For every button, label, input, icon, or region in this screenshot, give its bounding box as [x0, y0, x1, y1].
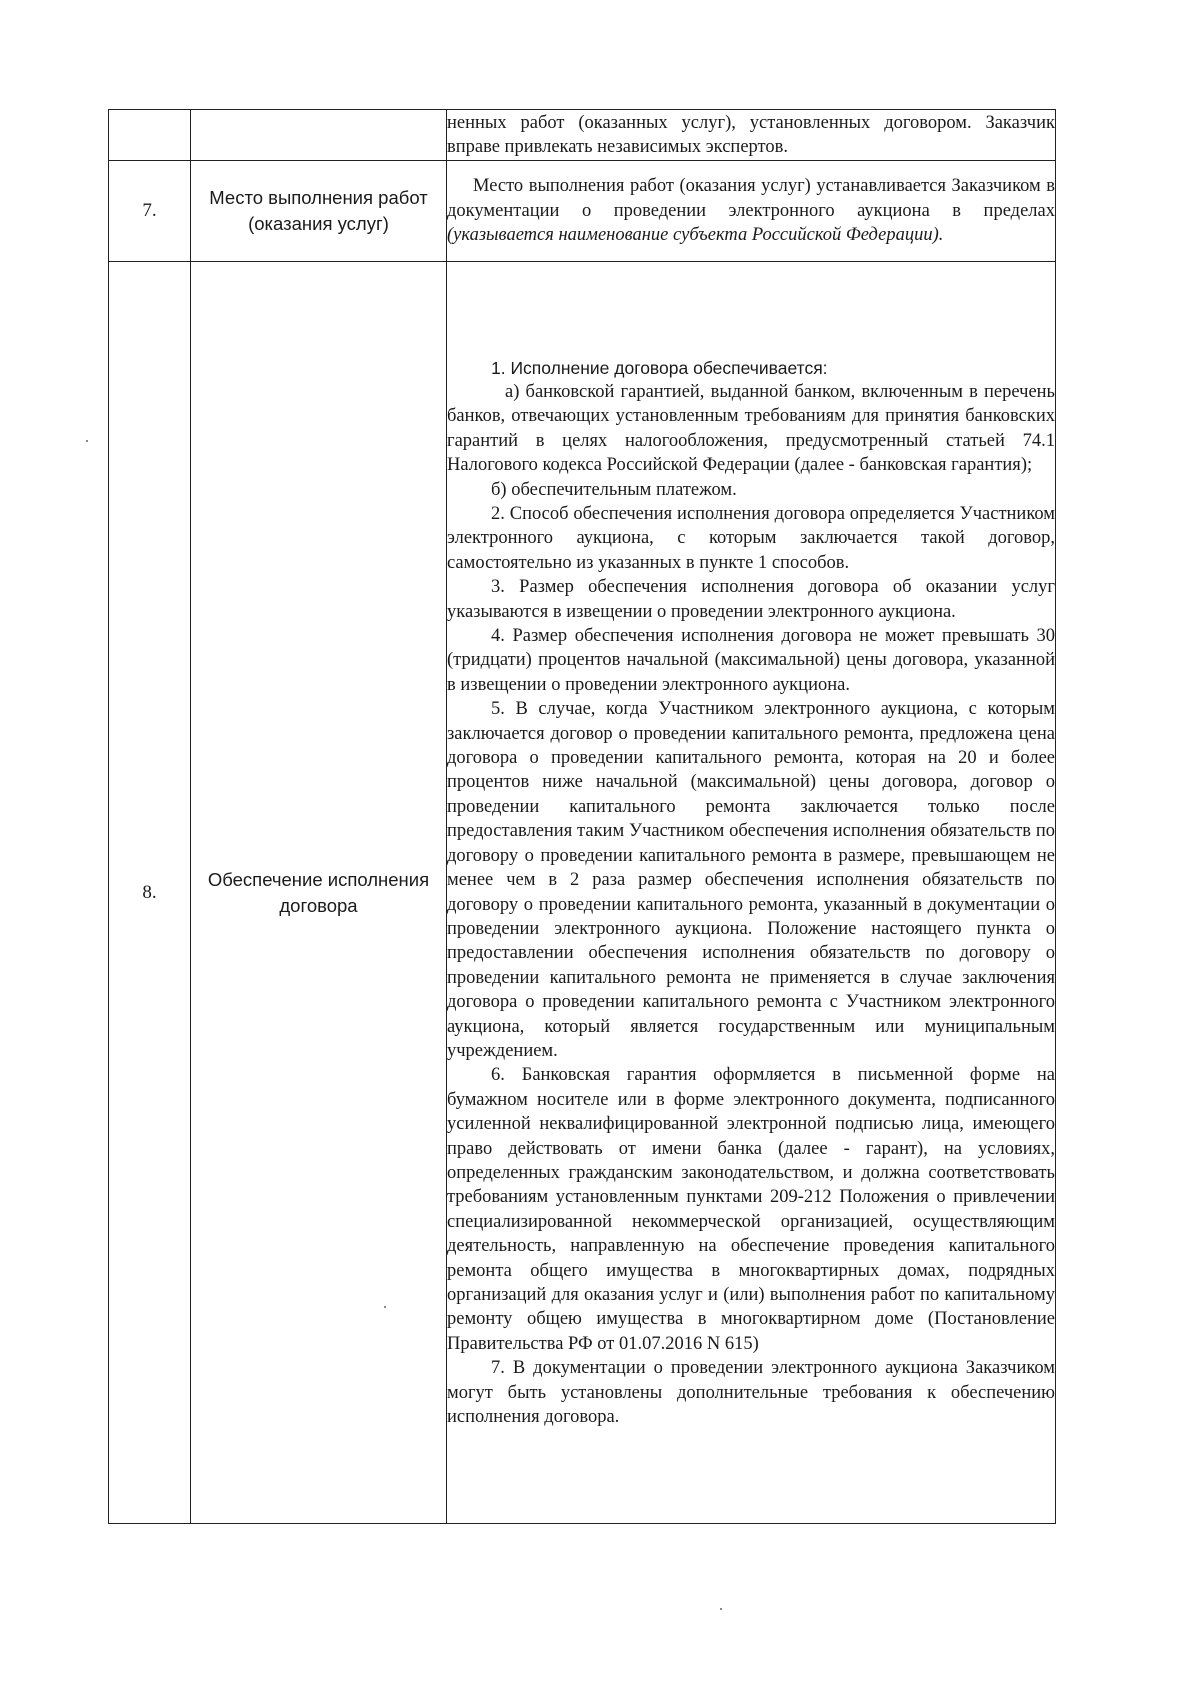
- description-text: Место выполнения работ (оказания услуг) устанавливается Заказчиком в документации о проведении электронного аукциона в пределах: [447, 176, 1055, 221]
- table-row: [109, 161, 1056, 262]
- requirements-table: [108, 109, 1056, 1524]
- row-number: 8.: [109, 262, 191, 1524]
- description-paragraph: [447, 174, 1055, 247]
- scan-speck: [86, 440, 88, 442]
- clause-6: 6. Банковская гарантия оформляется в письменной форме на бумажном носителе или в форме электронного документа, подписанного усиленной неквалифицированной электронной подписью лица, имеющего право действовать от имени банка (далее - гарант), на условиях, определенных гражданским законодательством, и должна соответствовать требованиям установленным пунктами 209-212 Положения о привлечении специализированной некоммерческой организацией, осуществляющим деятельность, направленную на обеспечение проведения капитального ремонта общего имущества в многоквартирных домах, подрядных организаций для оказания услуг и (или) выполнения работ по капитальному ремонту общею имущества в многоквартирном доме (Постановление Правительства РФ от 01.07.2016 N 615): [447, 1065, 1055, 1354]
- description-paragraph: ненных работ (оказанных услуг), установленных договором. Заказчик вправе привлекать независимых экспертов.: [447, 112, 1055, 157]
- clause-1: 1. Исполнение договора обеспечивается:: [491, 357, 828, 378]
- row-description: [447, 262, 1056, 1524]
- clause-1b: б) обеспечительным платежом.: [491, 479, 737, 500]
- row-number: 7.: [109, 161, 191, 262]
- scan-speck: [384, 1306, 386, 1308]
- description-italic-text: (указывается наименование субъекта Российской Федерации).: [447, 225, 944, 246]
- clause-1a: а) банковской гарантией, выданной банком, включенным в перечень банков, отвечающих установленным требованиям для принятия банковских гарантий в целях налогообложения, предусмотренный статьей 74.1 Налогового кодекса Российской Федерации (далее - банковская гарантия);: [447, 381, 1055, 476]
- row-description: [447, 110, 1056, 161]
- clause-7: 7. В документации о проведении электронного аукциона Заказчиком могут быть установлены дополнительные требования к обеспечению исполнения договора.: [447, 1358, 1055, 1428]
- clause-4: 4. Размер обеспечения исполнения договора не может превышать 30 (тридцати) процентов начальной (максимальной) цены договора, указанной в извещении о проведении электронного аукциона.: [447, 626, 1055, 695]
- row-description: [447, 161, 1056, 262]
- table-row: [109, 110, 1056, 161]
- row-name: Обеспечение исполнения договора: [191, 262, 447, 1524]
- row-name: [191, 110, 447, 161]
- scan-speck: [720, 1608, 722, 1610]
- clause-5: 5. В случае, когда Участником электронного аукциона, с которым заключается договор о проведении капитального ремонта, предложена цена договора о проведении капитального ремонта, которая на 20 и более процентов ниже начальной (максимальной) цены договора, договор о проведении капитального ремонта заключается только после предоставления таким Участником обеспечения исполнения обязательств по договору о проведении капитального ремонта в размере, превышающем не менее чем в 2 раза размер обеспечения исполнения обязательств по договору о проведении капитального ремонта, указанный в документации о проведении электронного аукциона. Положение настоящего пункта о предоставлении обеспечения исполнения обязательств по договору о проведении капитального ремонта не применяется в случае заключения договора о проведении капитального ремонта с Участником электронного аукциона, который является государственным или муниципальным учреждением.: [447, 699, 1055, 1061]
- row-number: [109, 110, 191, 161]
- table-row: [109, 262, 1056, 1524]
- clause-3: 3. Размер обеспечения исполнения договора об оказании услуг указываются в извещении о проведении электронного аукциона.: [447, 577, 1055, 622]
- clause-2: 2. Способ обеспечения исполнения договора определяется Участником электронного аукциона, с которым заключается такой договор, самостоятельно из указанных в пункте 1 способов.: [447, 504, 1055, 573]
- row-name: Место выполнения работ (оказания услуг): [191, 161, 447, 262]
